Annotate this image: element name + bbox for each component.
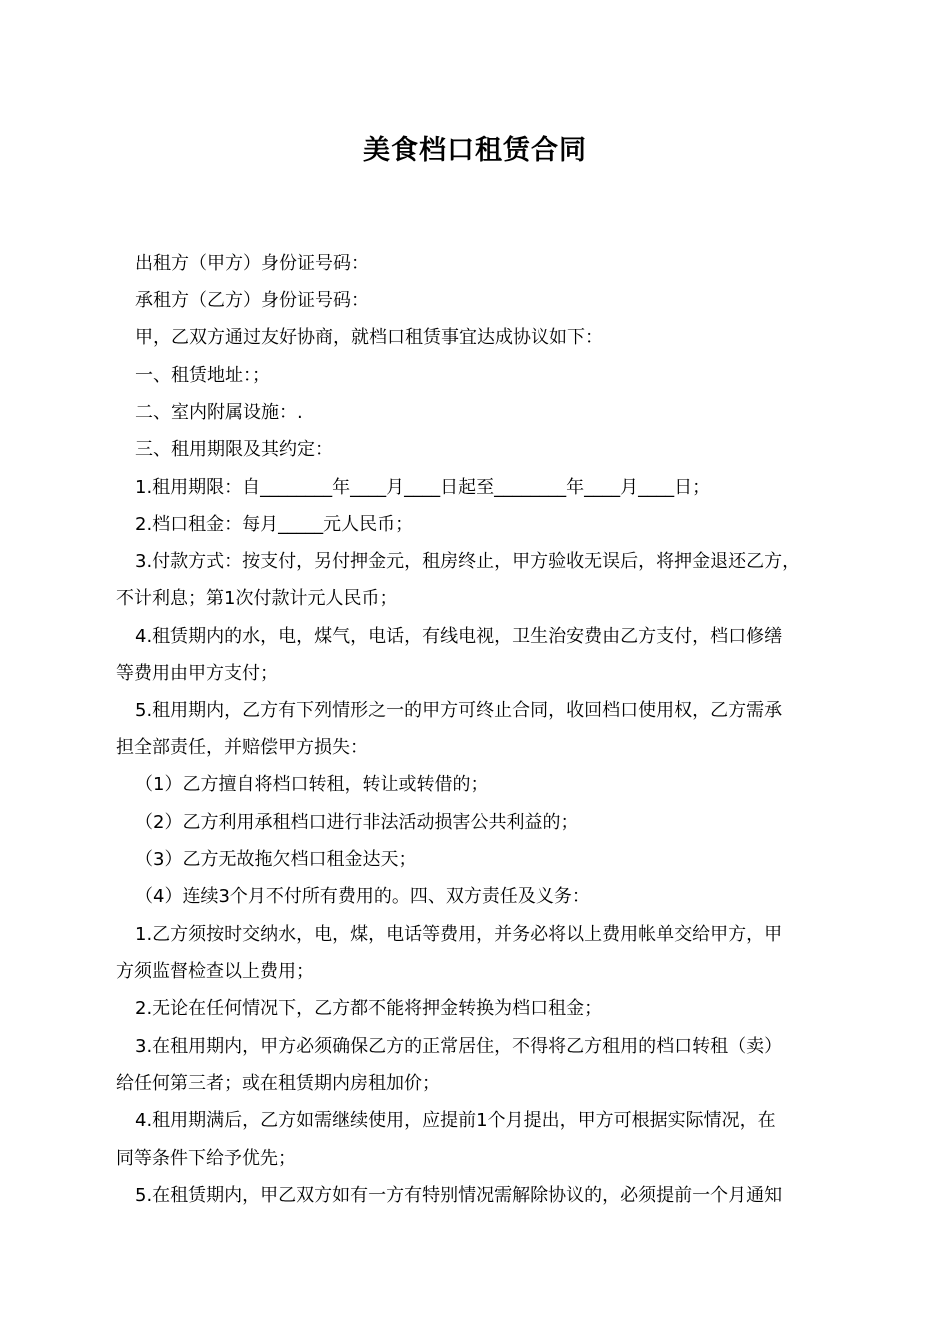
clause-line: 1.租用期限：自________年____月____日起至________年____月____日； <box>135 477 711 498</box>
clause-line: 1.乙方须按时交纳水，电，煤，电话等费用，并务必将以上费用帐单交给甲方，甲 <box>135 924 783 945</box>
party-a-line: 出租方（甲方）身份证号码： <box>135 253 369 274</box>
clause-line: 3.在租用期内，甲方必须确保乙方的正常居住，不得将乙方租用的档口转租（卖） <box>135 1036 783 1057</box>
clause-continuation: 方须监督检查以上费用； <box>116 961 314 982</box>
clause-continuation: 同等条件下给予优先； <box>116 1148 296 1169</box>
clause-line: 4.租用期满后，乙方如需继续使用，应提前1个月提出，甲方可根据实际情况，在 <box>135 1110 776 1131</box>
sub-clause-line: （1）乙方擅自将档口转租，转让或转借的； <box>135 774 489 795</box>
clause-line: 2.无论在任何情况下，乙方都不能将押金转换为档口租金； <box>135 998 603 1019</box>
sub-clause-line: （2）乙方利用承租档口进行非法活动损害公共利益的； <box>135 812 579 833</box>
clause-continuation: 不计利息；第1次付款计元人民币； <box>116 588 398 609</box>
preamble-line: 甲，乙双方通过友好协商，就档口租赁事宜达成协议如下： <box>135 327 603 348</box>
clause-line: 5.租用期内，乙方有下列情形之一的甲方可终止合同，收回档口使用权，乙方需承 <box>135 700 783 721</box>
clause-continuation: 等费用由甲方支付； <box>116 663 278 684</box>
section-3-heading: 三、租用期限及其约定： <box>135 439 333 460</box>
sub-clause-line: （4）连续3个月不付所有费用的。四、双方责任及义务： <box>135 886 590 907</box>
party-b-line: 承租方（乙方）身份证号码： <box>135 290 369 311</box>
section-1-heading: 一、租赁地址：； <box>135 365 270 386</box>
clause-continuation: 担全部责任，并赔偿甲方损失： <box>116 737 368 758</box>
clause-line: 4.租赁期内的水，电，煤气，电话，有线电视，卫生治安费由乙方支付，档口修缮 <box>135 626 783 647</box>
section-2-heading: 二、室内附属设施：. <box>135 402 303 423</box>
clause-continuation: 给任何第三者；或在租赁期内房租加价； <box>116 1073 440 1094</box>
clause-line: 3.付款方式：按支付，另付押金元，租房终止，甲方验收无误后，将押金退还乙方， <box>135 551 801 572</box>
clause-line: 2.档口租金：每月_____元人民币； <box>135 514 414 535</box>
clause-line: 5.在租赁期内，甲乙双方如有一方有特别情况需解除协议的，必须提前一个月通知 <box>135 1185 783 1206</box>
sub-clause-line: （3）乙方无故拖欠档口租金达天； <box>135 849 417 870</box>
document-title: 美食档口租赁合同 <box>363 135 587 166</box>
